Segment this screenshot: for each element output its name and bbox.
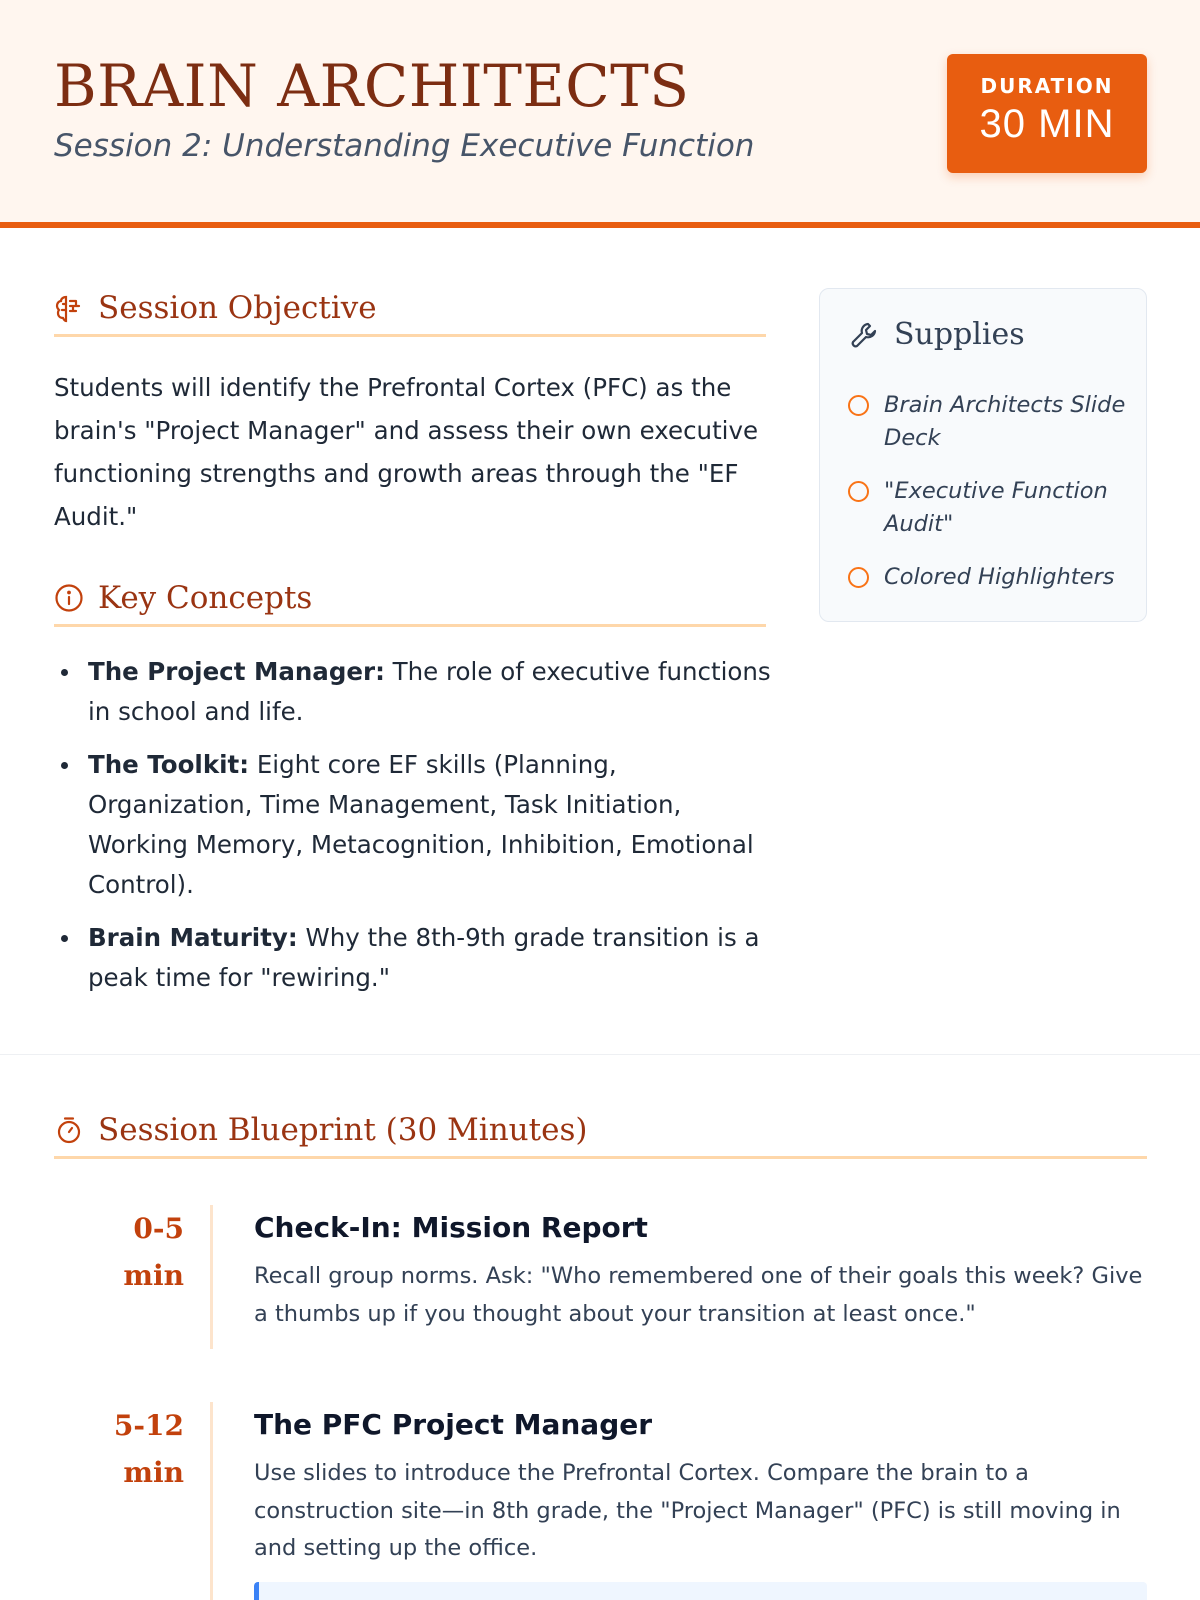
step-title: The PFC Project Manager [254,1408,653,1441]
objective-heading-text: Session Objective [98,290,377,326]
brain-icon [54,293,84,323]
supplies-heading-text: Supplies [894,317,1025,352]
circle-icon [848,395,869,416]
step-time-range: 5-12 [113,1409,184,1442]
timer-icon [54,1115,84,1145]
supplies-heading [848,317,1025,352]
duration-label: DURATION [980,74,1114,98]
step-description: Recall group norms. Ask: "Who remembered one of their goals this week? Give a thumbs up if you thought about your transition at least once." [254,1263,1143,1327]
key-concepts-heading [54,580,766,627]
duration-value: 30 MIN [979,102,1115,146]
timeline-line [210,1402,213,1600]
supply-item: Colored Highlighters [848,561,1138,594]
list-item [54,918,774,998]
section-divider [0,1054,1200,1055]
supplies-card [819,288,1147,622]
duration-badge [947,54,1147,173]
page-title: BRAIN ARCHITECTS [54,52,690,120]
info-icon [54,583,84,613]
objective-heading [54,290,766,337]
key-concepts-list [54,652,774,1011]
supplies-list [848,389,1138,614]
concept-text: Eight core EF skills (Planning, Organization, Time Management, Task Initiation, Working Memory, Metacognition, Inhibition, Emotional Control). [88,750,754,899]
circle-icon [848,481,869,502]
page-header [0,0,1200,228]
supply-item: "Executive Function Audit" [848,475,1138,541]
step-time-unit: min [123,1259,184,1292]
supply-item: Brain Architects Slide Deck [848,389,1138,455]
step-title: Check-In: Mission Report [254,1211,648,1244]
objective-text: Students will identify the Prefrontal Cortex (PFC) as the brain's "Project Manager" and assess their own executive functioning strengths and growth areas through the "EF Audit." [54,373,759,531]
concept-text: The role of executive functions in school and life. [88,657,771,726]
concept-term: Brain Maturity: [88,923,298,952]
blueprint-heading-text: Session Blueprint (30 Minutes) [98,1112,588,1148]
session-subtitle: Session 2: Understanding Executive Function [54,128,755,164]
list-item [54,652,774,732]
step-time [54,1402,184,1496]
step-time [54,1205,184,1299]
callout-box [254,1582,1147,1600]
step-time-range: 0-5 [133,1212,184,1245]
concept-text: Why the 8th-9th grade transition is a peak time for "rewiring." [88,923,760,992]
concept-term: The Toolkit: [88,750,250,779]
circle-icon [848,567,869,588]
list-item [54,745,774,905]
step-time-unit: min [123,1456,184,1489]
wrench-icon [848,319,880,351]
step-description: Use slides to introduce the Prefrontal Cortex. Compare the brain to a construction site—in 8th grade, the "Project Manager" (PFC) is still moving in and setting up the office. [254,1460,1121,1561]
key-concepts-heading-text: Key Concepts [98,580,313,616]
concept-term: The Project Manager: [88,657,385,686]
timeline-line [210,1205,213,1349]
blueprint-heading [54,1112,1147,1159]
